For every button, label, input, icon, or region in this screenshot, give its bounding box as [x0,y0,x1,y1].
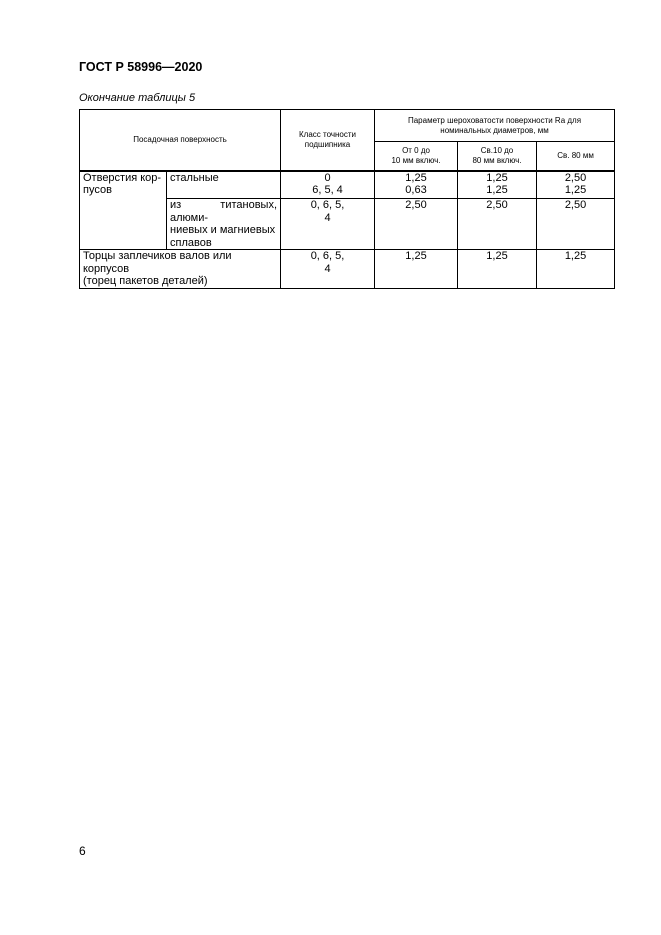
cell-value: 1,25 1,25 [458,171,537,199]
table-row [80,171,615,199]
cell-value: 1,25 [458,250,537,289]
page-number: 6 [79,844,86,858]
cell-value: 1,25 0,63 [375,171,458,199]
cell-value: 1,25 [375,250,458,289]
cell-value: 2,50 1,25 [537,171,615,199]
header-bearing-class: Класс точности подшипника [281,110,375,171]
cell-group: Торцы заплечиков валов или корпусов (торец пакетов деталей) [80,250,281,289]
cell-class: 0 6, 5, 4 [281,171,375,199]
table-caption: Окончание таблицы 5 [79,92,196,104]
document-header: ГОСТ Р 58996—2020 [79,60,203,74]
header-diameter-2: Св.10 до 80 мм включ. [458,142,537,171]
header-roughness: Параметр шероховатости поверхности Ra для номинальных диаметров, мм [375,110,615,142]
cell-value: 2,50 [375,199,458,250]
header-surface: Посадочная поверхность [80,110,281,171]
cell-value: 2,50 [458,199,537,250]
cell-class: 0, 6, 5, 4 [281,199,375,250]
cell-sub: из титановых, алюми- ниевых и магниевых сплавов [167,199,281,250]
header-diameter-1: От 0 до 10 мм включ. [375,142,458,171]
cell-class: 0, 6, 5, 4 [281,250,375,289]
cell-value: 1,25 [537,250,615,289]
cell-sub: стальные [167,171,281,199]
header-diameter-3: Св. 80 мм [537,142,615,171]
roughness-table [79,109,615,289]
cell-value: 2,50 [537,199,615,250]
table-row [80,250,615,289]
cell-group: Отверстия кор- пусов [80,171,167,250]
